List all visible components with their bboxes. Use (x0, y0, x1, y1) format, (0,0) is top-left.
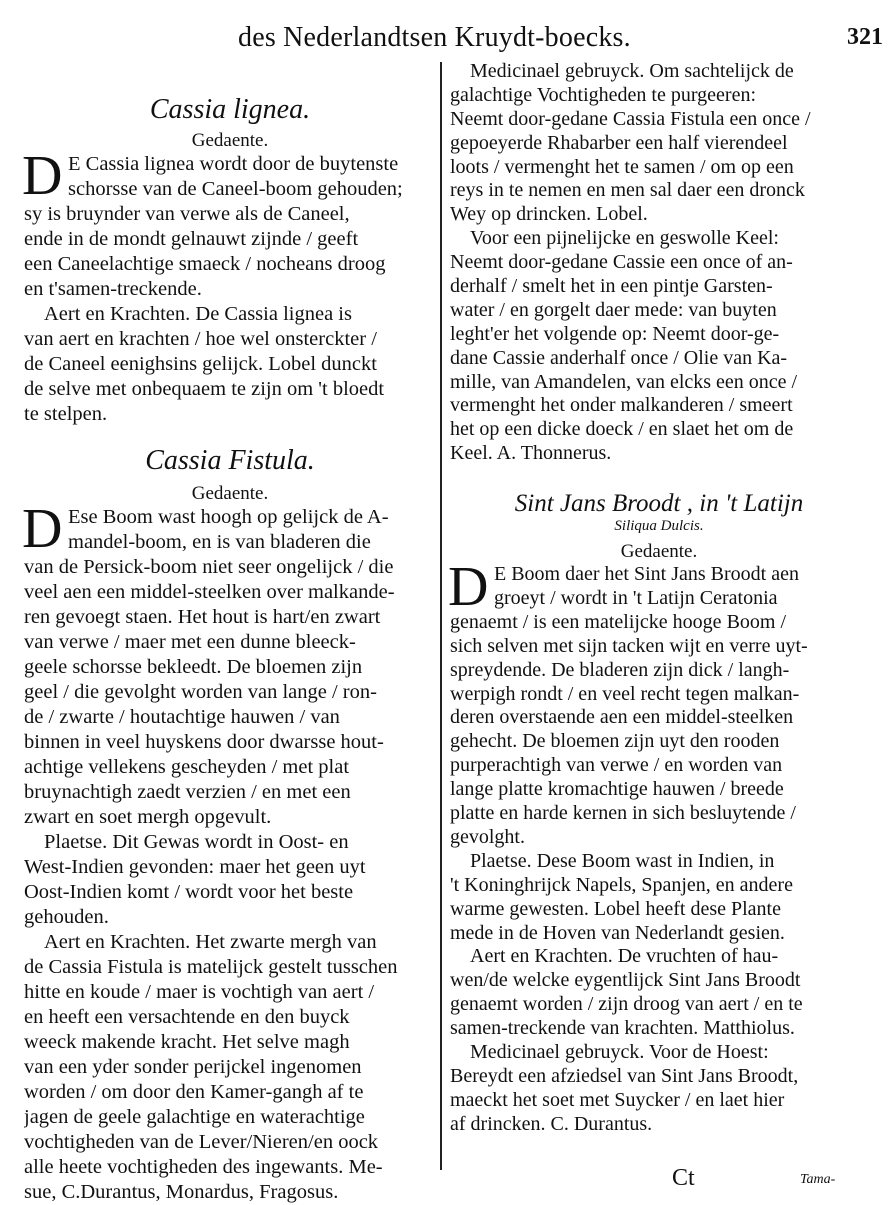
running-head: des Nederlandtsen Kruydt-boecks. (238, 22, 631, 53)
text-line: deren overstaende aen een middel-steelken (450, 706, 794, 729)
text-line: lange platte kromachtige hauwen / breede (450, 778, 784, 801)
text-line: sy is bruynder van verwe als de Caneel, (24, 203, 350, 225)
text-line: schorsse van de Caneel-boom gehouden; (68, 178, 403, 200)
text-line: een Caneelachtige smaeck / nocheans droog (24, 253, 386, 275)
drop-cap: D (448, 556, 489, 619)
text-line: achtige vellekens gescheyden / met plat (24, 756, 350, 778)
text-line: West-Indien gevonden: maer het geen uyt (24, 856, 366, 878)
text-line: en heeft een versachtende en den buyck (24, 1006, 350, 1028)
text-line: platte en harde kernen in sich besluytende / (450, 802, 796, 825)
text-line: warme gewesten. Lobel heeft dese Plante (450, 897, 781, 920)
text-line: de Cassia Fistula is matelijck gestelt tusschen (24, 956, 398, 978)
text-line: Aert en Krachten. De vruchten of hau- (470, 945, 779, 968)
paragraph-cassia-lignea (22, 145, 436, 427)
paragraph-cassia-fistula (22, 498, 436, 1205)
text-line: Bereydt een afziedsel van Sint Jans Broodt, (450, 1064, 799, 1087)
text-line: zwart en soet mergh opgevult. (24, 806, 272, 828)
text-line: af drincken. C. Durantus. (450, 1112, 653, 1135)
text-line: veel aen een middel-steelken over malkande- (24, 581, 395, 603)
text-line: Voor een pijnelijcke en geswolle Keel: (470, 227, 779, 250)
text-line: Aert en Krachten. De Cassia lignea is (44, 303, 352, 325)
text-line: alle heete vochtigheden des ingewants. Me- (24, 1156, 383, 1178)
text-line: mille, van Amandelen, van elcks een once / (450, 370, 798, 393)
text-line: Wey op drincken. Lobel. (450, 203, 648, 226)
text-line: Oost-Indien komt / wordt voor het beste (24, 881, 354, 903)
text-line: Ese Boom wast hoogh op gelijck de A- (68, 506, 389, 528)
text-line: Medicinael gebruyck. Om sachtelijck de (470, 60, 794, 82)
text-line: Plaetse. Dit Gewas wordt in Oost- en (44, 831, 349, 853)
left-column (24, 60, 436, 1205)
text-line: vochtigheden van de Lever/Nieren/en oock (24, 1131, 379, 1153)
text-line: derhalf / smelt het in een pintje Garsten- (450, 275, 773, 298)
text-line: het op een dicke doeck / en slaet het om de (450, 418, 794, 441)
text-line: Keel. A. Thonnerus. (450, 442, 612, 465)
text-line: reys in te nemen en men sal daer een dronck (450, 179, 805, 202)
text-line: en t'samen-treckende. (24, 278, 202, 300)
text-line: mede in de Hoven van Nederlandt gesien. (450, 921, 785, 944)
paragraph-medicinael (450, 60, 868, 466)
text-line: sue, C.Durantus, Monardus, Fragosus. (24, 1181, 339, 1203)
page-number: 321 (847, 24, 883, 50)
text-line: genaemt / is een matelijcke hooge Boom / (450, 610, 787, 633)
text-line: gepoeyerde Rhabarber een half vierendeel (450, 131, 788, 154)
text-line: Aert en Krachten. Het zwarte mergh van (44, 931, 377, 953)
text-line: sich selven met sijn tacken wijt en verre uyt- (450, 634, 808, 657)
text-line: gehecht. De bloemen zijn uyt den rooden (450, 730, 780, 753)
text-line: bruynachtigh zaedt verzien / en met een (24, 781, 351, 803)
catchword: Tama- (800, 1172, 836, 1187)
text-line: geel / die gevolght worden van lange / ron- (24, 681, 377, 703)
text-line: vermenght het onder malkanderen / smeert (450, 394, 793, 417)
section-subtitle: Gedaente. (191, 130, 269, 151)
text-line: binnen in veel huyskens door dwarsse hout- (24, 731, 384, 753)
text-line: groeyt / wordt in 't Latijn Ceratonia (494, 587, 778, 610)
text-line: leght'er het volgende op: Neemt door-ge- (450, 322, 780, 345)
catchword-glyph: Ct (672, 1165, 695, 1191)
text-line: jagen de geele galachtige en waterachtige (24, 1106, 365, 1128)
paragraph-lines (22, 498, 436, 1205)
text-line: wen/de welcke eygentlijck Sint Jans Broodt (450, 969, 801, 992)
text-line: maeckt het soet met Suycker / en laet hier (450, 1088, 785, 1111)
paragraph-lines (22, 145, 436, 427)
text-line: spreydende. De bladeren zijn dick / langh- (450, 658, 790, 681)
text-line: ende in de mondt gelnauwt zijnde / geeft (24, 228, 359, 250)
text-line: geele schorsse bekleedt. De bloemen zijn (24, 656, 363, 678)
text-line: de selve met onbequaem te zijn om 't bloedt (24, 378, 385, 400)
text-line: van aert en krachten / hoe wel onsterckter / (24, 328, 377, 350)
text-line: E Cassia lignea wordt door de buytenste (68, 153, 399, 175)
paragraph-sint-jans-broodt (448, 556, 868, 1136)
drop-cap: D (22, 145, 63, 207)
page-header (0, 22, 895, 58)
text-line: hitte en koude / maer is vochtigh van aert / (24, 981, 375, 1003)
text-line: te stelpen. (24, 403, 108, 425)
text-line: Medicinael gebruyck. Voor de Hoest: (470, 1040, 769, 1063)
right-column (450, 60, 868, 1137)
text-line: van de Persick-boom niet seer ongelijck / die (24, 556, 394, 578)
text-line: Plaetse. Dese Boom wast in Indien, in (470, 849, 775, 872)
drop-cap: D (22, 498, 63, 560)
text-line: 't Koninghrijck Napels, Spanjen, en andere (450, 873, 793, 896)
text-line: werpigh rondt / en veel recht tegen malkan- (450, 682, 800, 705)
text-line: purperachtigh van verwe / en worden van (450, 754, 783, 777)
text-line: Neemt door-gedane Cassia Fistula een once / (450, 107, 811, 130)
text-line: weeck makende kracht. Het selve magh (24, 1031, 350, 1053)
section-title-cassia-lignea: Cassia lignea. (149, 94, 311, 125)
text-line: Neemt door-gedane Cassie een once of an- (450, 251, 793, 274)
text-line: van een yder sonder perijckel ingenomen (24, 1056, 362, 1078)
text-line: de Caneel eenighsins gelijck. Lobel dunckt (24, 353, 377, 375)
text-line: worden / om door den Kamer-gangh af te (24, 1081, 364, 1103)
text-line: van verwe / maer met een dunne bleeck- (24, 631, 356, 653)
text-line: samen-treckende van krachten. Matthiolus. (450, 1017, 795, 1040)
text-line: water / en gorgelt daer mede: van buyten (450, 298, 777, 321)
section-subtitle: Gedaente. (191, 483, 269, 504)
column-divider (440, 62, 442, 1170)
text-line: galachtige Vochtigheden te purgeeren: (450, 83, 757, 106)
text-line: dane Cassie anderhalf once / Olie van Ka- (450, 346, 788, 369)
text-line: gehouden. (24, 906, 109, 928)
text-line: genaemt worden / zijn droog van aert / en te (450, 993, 803, 1016)
text-line: loots / vermenght het te samen / om op een (450, 155, 794, 178)
text-line: gevolght. (450, 825, 525, 848)
text-line: mandel-boom, en is van bladeren die (68, 531, 371, 553)
section-subtitle: Gedaente. (620, 541, 698, 563)
text-line: de / zwarte / houtachtige hauwen / van (24, 706, 340, 728)
section-title-cassia-fistula: Cassia Fistula. (145, 445, 315, 476)
paragraph-lines (448, 556, 868, 1136)
text-line: ren gevoegt staen. Het hout is hart/en zwart (24, 606, 381, 628)
latin-name: Siliqua Dulcis. (614, 518, 704, 535)
text-line: E Boom daer het Sint Jans Broodt aen (494, 563, 799, 586)
section-title-sint-jans-broodt: Sint Jans Broodt , in 't Latijn (514, 490, 804, 518)
